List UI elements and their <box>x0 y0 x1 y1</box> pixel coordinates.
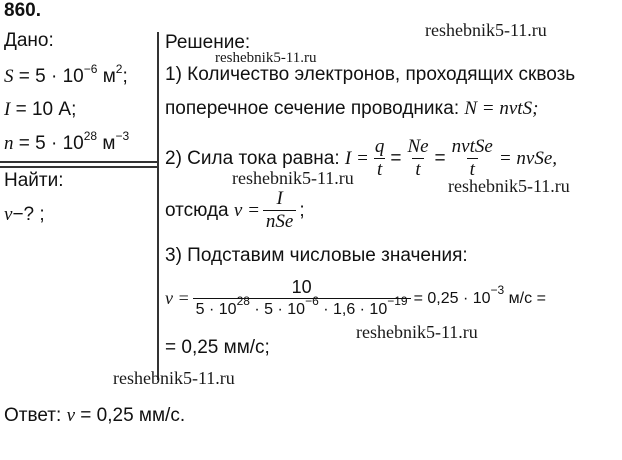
answer: Ответ: v = 0,25 мм/с. <box>4 405 186 426</box>
watermark: reshebnik5-11.ru <box>425 20 547 40</box>
find-value: v−? ; <box>4 204 45 225</box>
fraction-nvtse-t: $\frac{\text{nvtSe}}{t}$ <box>451 136 493 180</box>
solution-step3: 3) Подставим числовые значения: <box>165 245 468 266</box>
watermark: reshebnik5-11.ru <box>113 368 235 388</box>
fraction-i-nse: $\frac{I}{\text{nSe}}$ <box>263 188 296 233</box>
solution-from: отсюда v = $\frac{I}{\text{nSe}}$ ; <box>165 188 305 232</box>
watermark: reshebnik5-11.ru <box>215 50 317 66</box>
solution-title: Решение: <box>165 32 251 53</box>
given-current: I = 10 А; <box>4 99 77 120</box>
calc-result: = $0,25 \cdot 10^{-3}$ м/с = <box>413 282 546 307</box>
problem-number: 860. <box>4 0 41 21</box>
fraction-ne-t: $\frac{Ne}{t}$ <box>407 136 429 180</box>
solution-step1-line2: поперечное сечение проводника: N = nvtS; <box>165 98 539 119</box>
divider-given-find-lower <box>0 166 157 168</box>
watermark: reshebnik5-11.ru <box>356 322 478 342</box>
solution-calc-line2: = 0,25 мм/с; <box>165 337 270 358</box>
formula-n: N = nvtS; <box>464 98 539 119</box>
solution-step2: 2) Сила тока равна: I = $\frac{q}{t}$ = $\frac{Ne}{t}$ = $\frac{\text{nvtSe}}{t}$ = nvSe, <box>165 136 557 180</box>
divider-vertical <box>157 32 159 380</box>
fraction-q-t: $\frac{q}{t}$ <box>374 136 385 180</box>
fraction-calc: $\frac{10}{5 \cdot 10^{28} \cdot 5 \cdot 10^{-6} \cdot 1,6 \cdot 10^{-19}}$ <box>193 276 411 321</box>
divider-given-find <box>0 161 157 163</box>
solution-calc: v = $\frac{10}{5 \cdot 10^{28} \cdot 5 \cdot 10^{-6} \cdot 1,6 \cdot 10^{-19}}$ = $0,25 \cdot 10^{-3}$ м/с = <box>165 276 546 321</box>
solution-step1-line1: 1) Количество электронов, проходящих сквозь <box>165 64 576 85</box>
given-title: Дано: <box>4 30 54 51</box>
watermark: reshebnik5-11.ru <box>448 176 570 196</box>
given-concentration: $n = 5 \cdot 10^{28}$ $м^{-3}$ <box>4 129 130 154</box>
find-title: Найти: <box>4 170 64 191</box>
watermark: reshebnik5-11.ru <box>232 168 354 188</box>
given-area: $S = 5 \cdot 10^{-6}$ $м^2$; <box>4 62 128 87</box>
